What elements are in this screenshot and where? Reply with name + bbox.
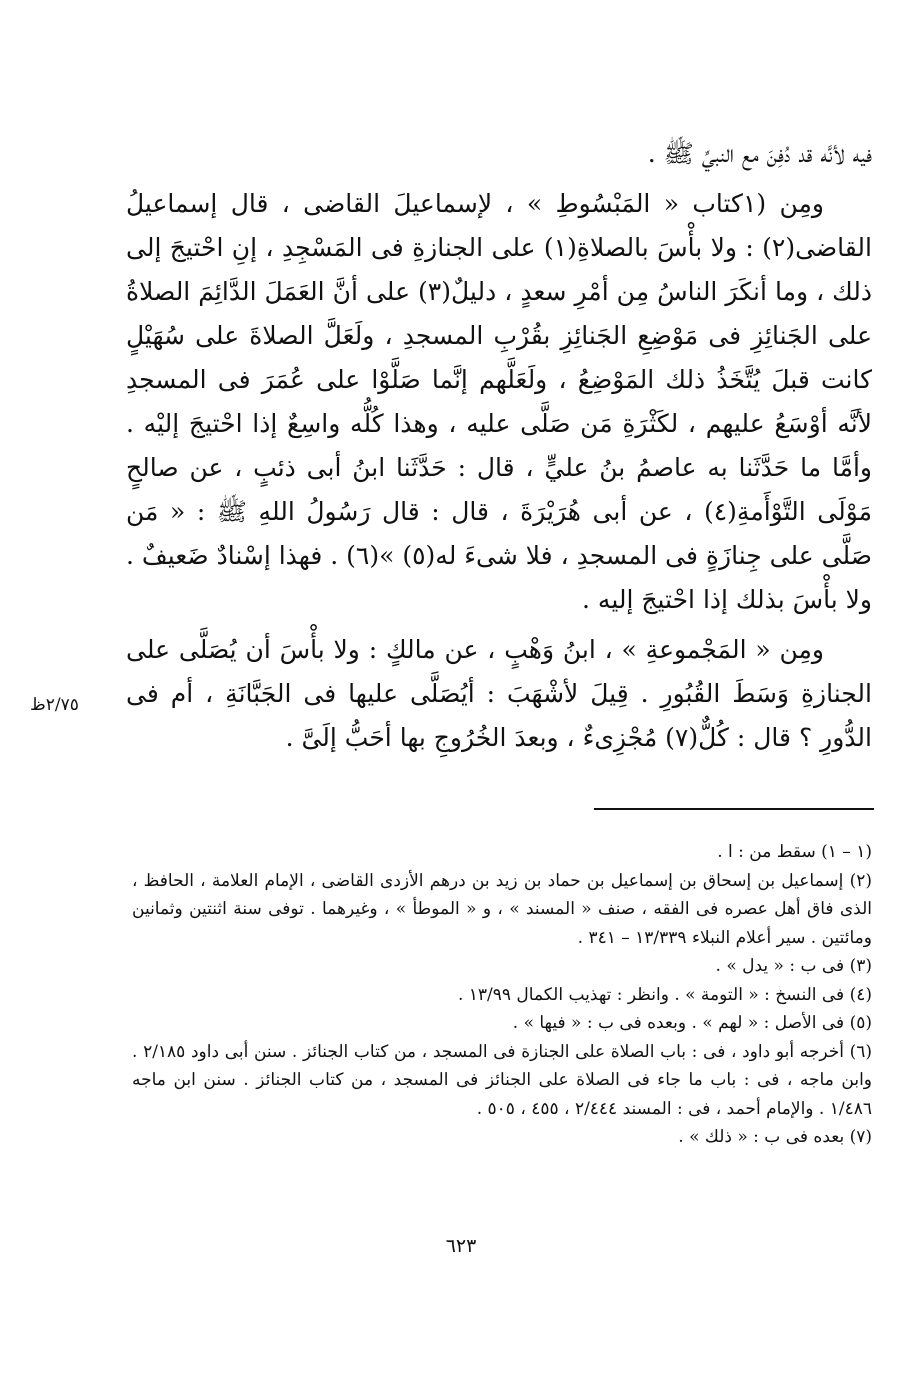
footnote-1: (١ – ١) سقط من : ا . — [717, 842, 872, 862]
margin-folio-note: ٢/٧٥ظ — [30, 695, 79, 715]
main-text — [126, 132, 872, 760]
footnote-3: (٣) فى ب : « يدل » . — [715, 956, 872, 976]
footnotes — [132, 838, 872, 1152]
footnote-5: (٥) فى الأصل : « لهم » . وبعده فى ب : « فيها » . — [512, 1013, 872, 1033]
footnote-6: (٦) أخرجه أبو داود ، فى : باب الصلاة على الجنازة فى المسجد ، من كتاب الجنائز . سنن أبى داود ٢/١٨٥ . وابن ماجه ، فى : باب ما جاء فى الصلاة على الجنائز فى المسجد ، من كتاب الجنائز . سنن ابن ماجه ١/٤٨٦ . والإمام أحمد ، فى : المسند ٢/٤٤٤ ، ٤٥٥ ، ٥٠٥ . — [132, 1041, 873, 1119]
footnote-separator — [594, 808, 874, 810]
footnote-7: (٧) بعده فى ب : « ذلك » . — [678, 1127, 872, 1147]
main-paragraph-2: ومِن (١كتاب « المَبْسُوطِ » ، لإسماعيلَ القاضى ، قال إسماعيلُ القاضى(٢) : ولا بأْسَ بالصلاةِ(١) على الجنازةِ فى المَسْجِدِ ، إنِ احْتيجَ إلى ذلك ، وما أنكَرَ الناسُ مِن أمْرِ سعدٍ ، دليلٌ(٣) على أنَّ العَمَلَ الدَّائِمَ الصلاةُ على الجَنائِزِ فى مَوْضِعِ الجَنائِزِ بقُرْبِ المسجدِ ، ولَعَلَّ الصلاةَ على سُهَيْلٍ كانت قبلَ يُتَّخَذُ ذلك المَوْضِعُ ، ولَعَلَّهم إنَّما صَلَّوْا على عُمَرَ فى المسجدِ لأنَّه أوْسَعُ عليهم ، لكَثْرَةِ مَن صَلَّى عليه ، وهذا كُلُّه واسِعٌ إذا احْتيجَ إليْه . وأمَّا ما حَدَّثَنا به عاصمُ بنُ عليٍّ ، قال : حَدَّثَنا ابنُ أبى ذئبٍ ، عن صالحٍ مَوْلَى التَّوْأَمةِ(٤) ، عن أبى هُرَيْرَةَ ، قال : قال رَسُولُ اللهِ ﷺ : « مَن صَلَّى على جِنازَةٍ فى المسجدِ ، فلا شىءَ له(٥) »(٦) . فهذا إسْنادٌ ضَعيفٌ . ولا بأْسَ بذلك إذا احْتيجَ إليه . — [126, 189, 873, 614]
footnote-2: (٢) إسماعيل بن إسحاق بن إسماعيل بن حماد بن زيد بن درهم الأزدى القاضى ، الإمام العلامة ، الحافظ ، الذى فاق أهل عصره فى الفقه ، صنف « المسند » ، و « الموطأ » ، وغيرهما . توفى سنة اثنتين وثمانين ومائتين . سير أعلام النبلاء ١٣/٣٣٩ – ٣٤١ . — [132, 870, 872, 948]
page-number: ٦٢٣ — [445, 1235, 477, 1257]
main-paragraph-1: فيه لأنَّه قد دُفِنَ مع النبيِّ ﷺ . — [647, 139, 872, 168]
main-paragraph-3: ومِن « المَجْموعةِ » ، ابنُ وَهْبٍ ، عن مالكٍ : ولا بأْسَ أن يُصَلَّى على الجنازةِ وَسَطَ القُبُورِ . قِيلَ لأشْهَبَ : أيُصَلَّى عليها فى الجَبَّانَةِ ، أم فى الدُّورِ ؟ قال : كُلٌّ(٧) مُجْزِىءٌ ، وبعدَ الخُرُوجِ بها أحَبُّ إلَىَّ . — [126, 635, 872, 752]
footnote-4: (٤) فى النسخ : « التومة » . وانظر : تهذيب الكمال ١٣/٩٩ . — [457, 984, 872, 1005]
